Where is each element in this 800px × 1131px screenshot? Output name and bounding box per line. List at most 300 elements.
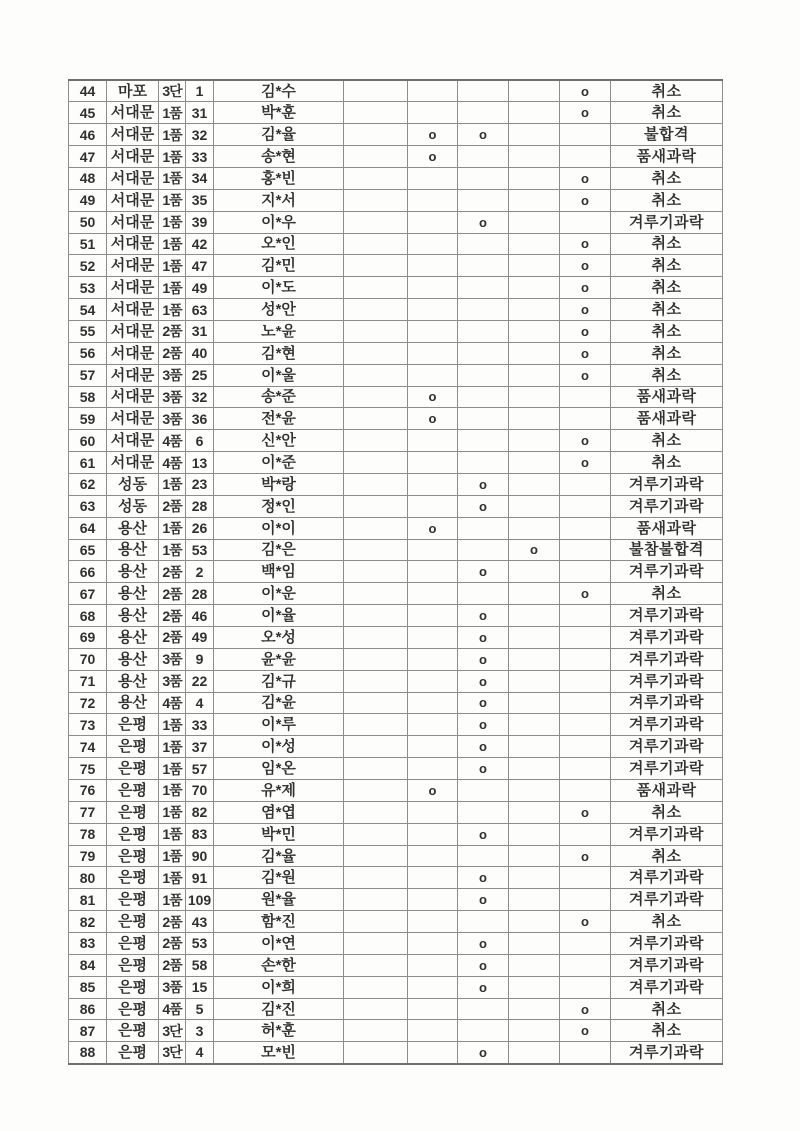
cell-mark-3: [458, 386, 509, 408]
cell-no: 47: [69, 146, 107, 168]
cell-no: 59: [69, 408, 107, 430]
table-row: [69, 124, 723, 146]
cell-district: 은평: [107, 780, 159, 802]
cell-rank: 1품: [159, 539, 186, 561]
cell-mark-2: o: [408, 780, 458, 802]
table-row: [69, 626, 723, 648]
cell-no: 63: [69, 495, 107, 517]
cell-mark-1: [344, 605, 408, 627]
cell-number: 36: [186, 408, 214, 430]
cell-mark-3: o: [458, 758, 509, 780]
cell-mark-2: o: [408, 408, 458, 430]
cell-mark-2: [408, 1042, 458, 1064]
cell-number: 31: [186, 102, 214, 124]
cell-mark-4: [509, 364, 560, 386]
cell-rank: 1품: [159, 299, 186, 321]
cell-mark-4: [509, 452, 560, 474]
cell-rank: 3단: [159, 1020, 186, 1042]
cell-district: 서대문: [107, 167, 159, 189]
cell-mark-2: [408, 801, 458, 823]
cell-number: 35: [186, 189, 214, 211]
cell-name: 이*준: [214, 452, 344, 474]
cell-mark-3: [458, 845, 509, 867]
cell-number: 1: [186, 80, 214, 102]
cell-district: 서대문: [107, 233, 159, 255]
cell-mark-3: o: [458, 124, 509, 146]
cell-mark-3: [458, 780, 509, 802]
cell-mark-4: [509, 976, 560, 998]
cell-district: 용산: [107, 561, 159, 583]
cell-rank: 3단: [159, 1042, 186, 1064]
cell-mark-5: o: [560, 255, 611, 277]
cell-name: 이*루: [214, 714, 344, 736]
cell-name: 김*민: [214, 255, 344, 277]
cell-mark-5: [560, 976, 611, 998]
cell-mark-2: [408, 299, 458, 321]
cell-mark-5: o: [560, 364, 611, 386]
cell-rank: 1품: [159, 758, 186, 780]
cell-mark-2: [408, 102, 458, 124]
cell-rank: 1품: [159, 801, 186, 823]
table-row: [69, 233, 723, 255]
cell-rank: 2품: [159, 320, 186, 342]
cell-mark-2: [408, 976, 458, 998]
cell-no: 62: [69, 473, 107, 495]
cell-mark-5: [560, 780, 611, 802]
cell-number: 15: [186, 976, 214, 998]
cell-result: 취소: [611, 189, 723, 211]
cell-no: 56: [69, 342, 107, 364]
table-row: [69, 780, 723, 802]
table-row: [69, 933, 723, 955]
cell-mark-3: [458, 430, 509, 452]
cell-number: 90: [186, 845, 214, 867]
cell-name: 윤*윤: [214, 648, 344, 670]
cell-mark-4: [509, 845, 560, 867]
cell-mark-5: [560, 495, 611, 517]
cell-result: 겨루기과락: [611, 889, 723, 911]
table-row: [69, 648, 723, 670]
cell-district: 서대문: [107, 146, 159, 168]
cell-name: 이*우: [214, 211, 344, 233]
table-row: [69, 670, 723, 692]
cell-mark-3: [458, 277, 509, 299]
cell-mark-3: o: [458, 714, 509, 736]
cell-district: 서대문: [107, 364, 159, 386]
table-row: [69, 452, 723, 474]
cell-number: 40: [186, 342, 214, 364]
cell-number: 2: [186, 561, 214, 583]
cell-district: 은평: [107, 736, 159, 758]
cell-number: 22: [186, 670, 214, 692]
cell-name: 노*윤: [214, 320, 344, 342]
cell-number: 57: [186, 758, 214, 780]
cell-mark-5: o: [560, 189, 611, 211]
cell-result: 취소: [611, 801, 723, 823]
cell-mark-4: [509, 277, 560, 299]
cell-district: 용산: [107, 648, 159, 670]
cell-mark-2: [408, 277, 458, 299]
cell-rank: 1품: [159, 233, 186, 255]
cell-name: 송*준: [214, 386, 344, 408]
cell-mark-3: o: [458, 605, 509, 627]
cell-district: 은평: [107, 801, 159, 823]
cell-mark-4: [509, 408, 560, 430]
cell-result: 겨루기과락: [611, 823, 723, 845]
cell-result: 취소: [611, 255, 723, 277]
cell-result: 취소: [611, 102, 723, 124]
cell-no: 79: [69, 845, 107, 867]
cell-district: 서대문: [107, 102, 159, 124]
cell-no: 84: [69, 954, 107, 976]
cell-rank: 1품: [159, 714, 186, 736]
cell-district: 서대문: [107, 408, 159, 430]
cell-mark-4: [509, 714, 560, 736]
cell-no: 57: [69, 364, 107, 386]
cell-rank: 2품: [159, 605, 186, 627]
cell-no: 60: [69, 430, 107, 452]
cell-mark-1: [344, 1042, 408, 1064]
cell-district: 서대문: [107, 255, 159, 277]
table-row: [69, 495, 723, 517]
cell-result: 겨루기과락: [611, 605, 723, 627]
cell-mark-5: [560, 692, 611, 714]
cell-mark-2: [408, 845, 458, 867]
cell-rank: 3품: [159, 976, 186, 998]
cell-rank: 4품: [159, 430, 186, 452]
cell-mark-4: [509, 889, 560, 911]
cell-mark-2: [408, 911, 458, 933]
cell-result: 취소: [611, 845, 723, 867]
table-row: [69, 102, 723, 124]
cell-rank: 1품: [159, 517, 186, 539]
cell-no: 83: [69, 933, 107, 955]
cell-result: 품새과락: [611, 386, 723, 408]
cell-result: 겨루기과락: [611, 976, 723, 998]
cell-mark-1: [344, 189, 408, 211]
cell-number: 5: [186, 998, 214, 1020]
cell-mark-4: [509, 146, 560, 168]
cell-district: 은평: [107, 889, 159, 911]
cell-result: 겨루기과락: [611, 561, 723, 583]
cell-mark-4: [509, 255, 560, 277]
cell-name: 박*훈: [214, 102, 344, 124]
cell-mark-5: [560, 736, 611, 758]
cell-result: 겨루기과락: [611, 211, 723, 233]
cell-rank: 2품: [159, 342, 186, 364]
cell-mark-3: [458, 998, 509, 1020]
table-row: [69, 299, 723, 321]
table-row: [69, 1020, 723, 1042]
cell-name: 이*율: [214, 605, 344, 627]
cell-rank: 1품: [159, 889, 186, 911]
cell-result: 취소: [611, 299, 723, 321]
cell-rank: 2품: [159, 495, 186, 517]
cell-result: 취소: [611, 430, 723, 452]
cell-rank: 1품: [159, 823, 186, 845]
cell-name: 박*랑: [214, 473, 344, 495]
cell-result: 취소: [611, 452, 723, 474]
cell-mark-5: [560, 758, 611, 780]
cell-mark-4: [509, 911, 560, 933]
cell-number: 83: [186, 823, 214, 845]
cell-number: 26: [186, 517, 214, 539]
cell-result: 겨루기과락: [611, 867, 723, 889]
cell-number: 6: [186, 430, 214, 452]
cell-number: 109: [186, 889, 214, 911]
cell-name: 김*수: [214, 80, 344, 102]
cell-number: 28: [186, 583, 214, 605]
cell-mark-1: [344, 758, 408, 780]
cell-mark-4: [509, 80, 560, 102]
cell-name: 이*희: [214, 976, 344, 998]
cell-result: 겨루기과락: [611, 670, 723, 692]
table-row: [69, 255, 723, 277]
cell-mark-1: [344, 648, 408, 670]
cell-rank: 4품: [159, 452, 186, 474]
cell-result: 취소: [611, 1020, 723, 1042]
cell-mark-3: o: [458, 933, 509, 955]
cell-no: 87: [69, 1020, 107, 1042]
cell-no: 46: [69, 124, 107, 146]
cell-number: 43: [186, 911, 214, 933]
cell-result: 겨루기과락: [611, 495, 723, 517]
table-row: [69, 954, 723, 976]
cell-result: 품새과락: [611, 780, 723, 802]
table-row: [69, 845, 723, 867]
table-row: [69, 998, 723, 1020]
cell-mark-1: [344, 233, 408, 255]
cell-no: 82: [69, 911, 107, 933]
cell-name: 이*성: [214, 736, 344, 758]
cell-mark-4: [509, 167, 560, 189]
cell-mark-2: [408, 211, 458, 233]
cell-mark-1: [344, 320, 408, 342]
cell-number: 33: [186, 714, 214, 736]
cell-mark-5: [560, 1042, 611, 1064]
cell-number: 58: [186, 954, 214, 976]
table-row: [69, 386, 723, 408]
cell-mark-5: [560, 473, 611, 495]
cell-mark-1: [344, 998, 408, 1020]
cell-mark-3: [458, 80, 509, 102]
cell-name: 오*인: [214, 233, 344, 255]
cell-name: 염*엽: [214, 801, 344, 823]
cell-district: 은평: [107, 933, 159, 955]
cell-mark-3: [458, 1020, 509, 1042]
cell-mark-4: o: [509, 539, 560, 561]
cell-rank: 1품: [159, 780, 186, 802]
cell-mark-1: [344, 452, 408, 474]
table-row: [69, 583, 723, 605]
cell-mark-4: [509, 189, 560, 211]
cell-mark-4: [509, 517, 560, 539]
cell-rank: 3품: [159, 408, 186, 430]
table-row: [69, 473, 723, 495]
cell-district: 용산: [107, 583, 159, 605]
cell-mark-2: o: [408, 124, 458, 146]
cell-mark-2: [408, 473, 458, 495]
cell-result: 겨루기과락: [611, 648, 723, 670]
cell-number: 39: [186, 211, 214, 233]
cell-mark-4: [509, 648, 560, 670]
cell-district: 은평: [107, 954, 159, 976]
cell-no: 48: [69, 167, 107, 189]
cell-district: 은평: [107, 998, 159, 1020]
cell-no: 58: [69, 386, 107, 408]
cell-mark-4: [509, 780, 560, 802]
cell-mark-5: [560, 146, 611, 168]
cell-mark-1: [344, 976, 408, 998]
cell-mark-1: [344, 889, 408, 911]
cell-mark-5: [560, 933, 611, 955]
cell-mark-4: [509, 473, 560, 495]
cell-number: 9: [186, 648, 214, 670]
cell-mark-3: o: [458, 692, 509, 714]
cell-result: 취소: [611, 167, 723, 189]
cell-mark-4: [509, 692, 560, 714]
cell-mark-1: [344, 823, 408, 845]
cell-mark-4: [509, 736, 560, 758]
cell-result: 겨루기과락: [611, 758, 723, 780]
cell-mark-4: [509, 1042, 560, 1064]
cell-name: 전*윤: [214, 408, 344, 430]
cell-mark-4: [509, 670, 560, 692]
cell-no: 65: [69, 539, 107, 561]
table-row: [69, 692, 723, 714]
cell-mark-1: [344, 780, 408, 802]
cell-rank: 3품: [159, 670, 186, 692]
cell-mark-3: [458, 102, 509, 124]
cell-mark-5: [560, 124, 611, 146]
cell-mark-5: o: [560, 277, 611, 299]
cell-result: 취소: [611, 911, 723, 933]
cell-mark-2: [408, 320, 458, 342]
cell-mark-3: [458, 320, 509, 342]
cell-number: 32: [186, 124, 214, 146]
cell-mark-5: o: [560, 911, 611, 933]
cell-no: 53: [69, 277, 107, 299]
cell-rank: 4품: [159, 692, 186, 714]
cell-name: 김*진: [214, 998, 344, 1020]
cell-number: 46: [186, 605, 214, 627]
cell-no: 67: [69, 583, 107, 605]
cell-no: 69: [69, 626, 107, 648]
cell-mark-5: [560, 954, 611, 976]
cell-mark-2: [408, 167, 458, 189]
cell-no: 74: [69, 736, 107, 758]
cell-mark-1: [344, 473, 408, 495]
cell-mark-2: [408, 998, 458, 1020]
cell-rank: 4품: [159, 998, 186, 1020]
cell-result: 취소: [611, 80, 723, 102]
cell-mark-2: [408, 452, 458, 474]
cell-mark-1: [344, 211, 408, 233]
table-row: [69, 758, 723, 780]
table-row: [69, 430, 723, 452]
cell-mark-5: [560, 561, 611, 583]
table-row: [69, 1042, 723, 1064]
cell-mark-4: [509, 102, 560, 124]
cell-mark-4: [509, 430, 560, 452]
cell-name: 김*은: [214, 539, 344, 561]
cell-district: 은평: [107, 911, 159, 933]
cell-mark-2: [408, 583, 458, 605]
cell-mark-2: [408, 648, 458, 670]
cell-no: 81: [69, 889, 107, 911]
cell-name: 김*윤: [214, 692, 344, 714]
cell-number: 28: [186, 495, 214, 517]
table-row: [69, 801, 723, 823]
cell-mark-1: [344, 736, 408, 758]
cell-mark-4: [509, 605, 560, 627]
cell-mark-2: [408, 626, 458, 648]
cell-mark-5: o: [560, 845, 611, 867]
table-row: [69, 408, 723, 430]
cell-rank: 3품: [159, 364, 186, 386]
cell-rank: 1품: [159, 167, 186, 189]
cell-mark-2: [408, 1020, 458, 1042]
cell-mark-5: [560, 867, 611, 889]
cell-result: 품새과락: [611, 408, 723, 430]
cell-district: 용산: [107, 670, 159, 692]
cell-mark-4: [509, 495, 560, 517]
cell-number: 53: [186, 933, 214, 955]
cell-mark-1: [344, 277, 408, 299]
cell-mark-4: [509, 998, 560, 1020]
cell-result: 불참불합격: [611, 539, 723, 561]
cell-rank: 1품: [159, 211, 186, 233]
cell-mark-1: [344, 692, 408, 714]
cell-mark-2: [408, 539, 458, 561]
cell-no: 71: [69, 670, 107, 692]
table-row: [69, 976, 723, 998]
cell-mark-1: [344, 364, 408, 386]
cell-name: 모*빈: [214, 1042, 344, 1064]
cell-district: 서대문: [107, 342, 159, 364]
cell-district: 서대문: [107, 189, 159, 211]
cell-number: 33: [186, 146, 214, 168]
cell-mark-1: [344, 583, 408, 605]
cell-district: 서대문: [107, 299, 159, 321]
cell-mark-5: [560, 517, 611, 539]
cell-mark-1: [344, 867, 408, 889]
table-row: [69, 867, 723, 889]
cell-mark-4: [509, 1020, 560, 1042]
cell-district: 마포: [107, 80, 159, 102]
cell-mark-3: [458, 517, 509, 539]
cell-mark-3: o: [458, 473, 509, 495]
cell-result: 불합격: [611, 124, 723, 146]
cell-no: 64: [69, 517, 107, 539]
cell-mark-5: [560, 539, 611, 561]
cell-number: 82: [186, 801, 214, 823]
cell-no: 52: [69, 255, 107, 277]
cell-mark-1: [344, 911, 408, 933]
cell-rank: 1품: [159, 102, 186, 124]
cell-rank: 2품: [159, 561, 186, 583]
cell-mark-4: [509, 124, 560, 146]
cell-result: 취소: [611, 998, 723, 1020]
cell-result: 취소: [611, 364, 723, 386]
cell-no: 49: [69, 189, 107, 211]
cell-result: 겨루기과락: [611, 736, 723, 758]
cell-mark-3: o: [458, 670, 509, 692]
cell-number: 4: [186, 692, 214, 714]
cell-number: 23: [186, 473, 214, 495]
cell-no: 75: [69, 758, 107, 780]
cell-name: 원*율: [214, 889, 344, 911]
